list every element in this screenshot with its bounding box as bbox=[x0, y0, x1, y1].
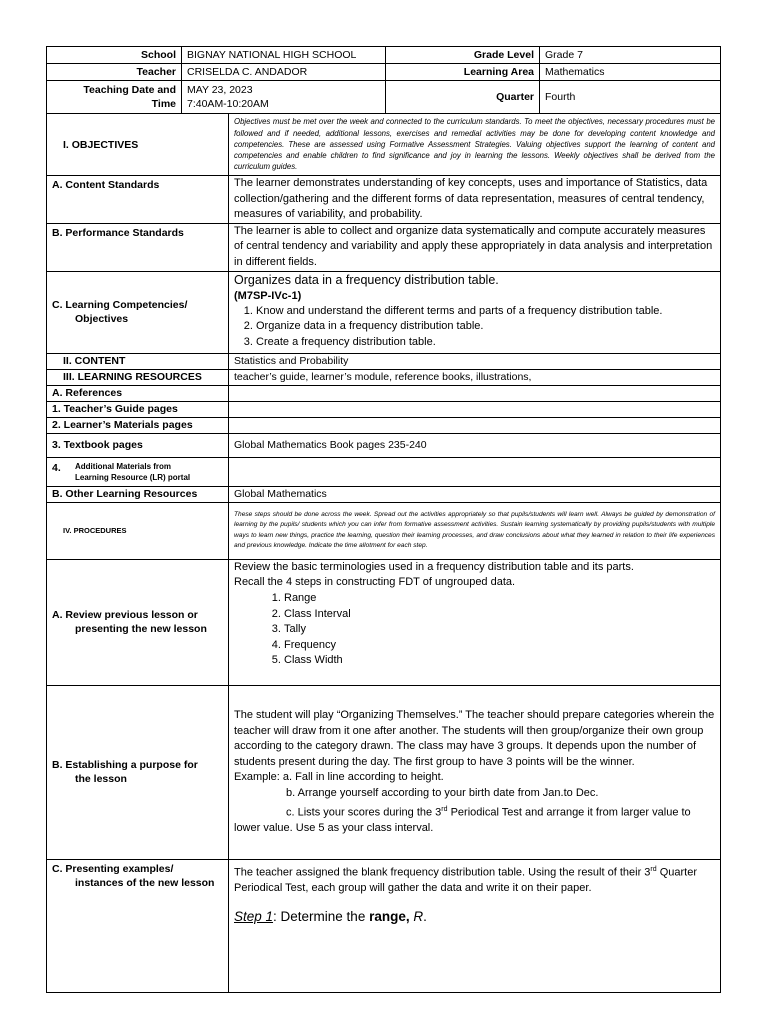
references-row bbox=[47, 385, 721, 401]
examples-label-line1: C. Presenting examples/ bbox=[52, 862, 174, 875]
procedures-row bbox=[47, 502, 721, 559]
objectives-row bbox=[47, 114, 721, 176]
procedures-label: IV. PROCEDURES bbox=[47, 502, 229, 559]
content-standards-text: The learner demonstrates understanding of key concepts, uses and importance of Statistics, data collection/gathering and the different forms of data representation, measures of central tendency, measures of variability, and probability. bbox=[229, 176, 721, 224]
competencies-row bbox=[47, 271, 721, 353]
review-steps-list bbox=[234, 591, 715, 669]
competency-item: 2. Organize data in a frequency distribution table. bbox=[256, 319, 715, 335]
additional-materials-label bbox=[47, 457, 229, 486]
quarter-value: Fourth bbox=[540, 81, 721, 114]
purpose-example-b: b. Arrange yourself according to your birth date from Jan.to Dec. bbox=[286, 787, 599, 800]
review-content bbox=[229, 559, 721, 685]
competencies-label bbox=[47, 271, 229, 353]
examples-row bbox=[47, 859, 721, 992]
teaching-time: 7:40AM-10:20AM bbox=[187, 98, 269, 110]
content-row bbox=[47, 353, 721, 369]
review-step-item: 1. Range bbox=[284, 591, 715, 607]
teaching-date-label-line2: Time bbox=[151, 98, 176, 110]
learning-resources-label: III. LEARNING RESOURCES bbox=[47, 369, 229, 385]
content-standards-row bbox=[47, 176, 721, 224]
learners-materials-label: 2. Learner’s Materials pages bbox=[47, 417, 229, 433]
additional-materials-label-line2: Learning Resource (LR) portal bbox=[75, 472, 191, 482]
school-label: School bbox=[47, 47, 182, 64]
review-line1: Review the basic terminologies used in a frequency distribution table and its parts. bbox=[234, 560, 634, 573]
additional-materials-number: 4. bbox=[52, 461, 61, 474]
review-label bbox=[47, 559, 229, 685]
competencies-list bbox=[234, 304, 715, 351]
examples-content bbox=[229, 859, 721, 992]
purpose-example-c: c. Lists your scores during the 3rd Periodical Test and arrange it from larger value to lower value. Use 5 as your class interval. bbox=[234, 805, 691, 834]
school-value: BIGNAY NATIONAL HIGH SCHOOL bbox=[182, 47, 386, 64]
review-step-item: 3. Tally bbox=[284, 622, 715, 638]
examples-text: The teacher assigned the blank frequency distribution table. Using the result of their 3rd Quarter Periodical Test, each group will gather the data and write it on their paper. bbox=[234, 865, 698, 895]
grade-level-value: Grade 7 bbox=[540, 47, 721, 64]
additional-materials-label-line1: Additional Materials from bbox=[75, 461, 172, 471]
purpose-content bbox=[229, 685, 721, 859]
content-text: Statistics and Probability bbox=[229, 353, 721, 369]
teaching-date-label-line1: Teaching Date and bbox=[83, 84, 176, 96]
header-table bbox=[46, 46, 721, 114]
other-resources-row bbox=[47, 486, 721, 502]
learning-area-value: Mathematics bbox=[540, 64, 721, 81]
competencies-label-line1: C. Learning Competencies/ bbox=[52, 299, 188, 312]
performance-standards-label: B. Performance Standards bbox=[47, 223, 229, 271]
competencies-code: (M7SP-IVc-1) bbox=[234, 289, 302, 302]
step-1-heading: Step 1: Determine the range, R. bbox=[234, 908, 427, 924]
teaching-date-value bbox=[182, 81, 386, 114]
objectives-note: Objectives must be met over the week and connected to the curriculum standards. To meet the objectives, necessary procedures must be followed and if needed, additional lessons, exercises and remedial activities may be done for developing content knowledge and competencies. These are assessed using Formative Assessment Strategies. Valuing objectives support the learning of content and competencies and enable children to find significance and joy in learning the lessons. Weekly objectives shall be derived from the curriculum guides. bbox=[229, 114, 721, 176]
learning-resources-row bbox=[47, 369, 721, 385]
review-label-line2: presenting the new lesson bbox=[75, 623, 207, 636]
examples-label bbox=[47, 859, 229, 992]
review-step-item: 2. Class Interval bbox=[284, 607, 715, 623]
teachers-guide-row bbox=[47, 401, 721, 417]
references-label: A. References bbox=[47, 385, 229, 401]
purpose-example-a: Example: a. Fall in line according to height. bbox=[234, 771, 444, 784]
objectives-label: I. OBJECTIVES bbox=[47, 114, 229, 176]
content-label: II. CONTENT bbox=[47, 353, 229, 369]
purpose-row bbox=[47, 685, 721, 859]
quarter-label: Quarter bbox=[386, 81, 540, 114]
teacher-label: Teacher bbox=[47, 64, 182, 81]
review-step-item: 4. Frequency bbox=[284, 638, 715, 654]
purpose-label bbox=[47, 685, 229, 859]
examples-label-line2: instances of the new lesson bbox=[75, 876, 215, 889]
lesson-plan-table bbox=[46, 113, 721, 993]
competency-item: 3. Create a frequency distribution table. bbox=[256, 335, 715, 351]
competencies-label-line2: Objectives bbox=[75, 313, 129, 326]
textbook-label: 3. Textbook pages bbox=[47, 433, 229, 457]
competencies-content bbox=[229, 271, 721, 353]
purpose-label-line2: the lesson bbox=[75, 773, 127, 786]
teaching-date-label bbox=[47, 81, 182, 114]
competencies-title: Organizes data in a frequency distribution table. bbox=[234, 272, 499, 287]
performance-standards-row bbox=[47, 223, 721, 271]
competency-item: 1. Know and understand the different terms and parts of a frequency distribution table. bbox=[256, 304, 715, 320]
purpose-paragraph: The student will play “Organizing Themselves.” The teacher should prepare categories wherein the teacher will draw from it one after another. The students will then group/organize their own group according to the category drawn. The class may have 3 groups. It depends upon the number of students present during the day. The first group to have 3 points will be the winner. bbox=[234, 709, 715, 768]
textbook-row bbox=[47, 433, 721, 457]
content-standards-label: A. Content Standards bbox=[47, 176, 229, 224]
review-row bbox=[47, 559, 721, 685]
review-line2: Recall the 4 steps in constructing FDT of ungrouped data. bbox=[234, 576, 516, 589]
other-resources-text: Global Mathematics bbox=[229, 486, 721, 502]
learning-area-label: Learning Area bbox=[386, 64, 540, 81]
additional-materials-row bbox=[47, 457, 721, 486]
teaching-date: MAY 23, 2023 bbox=[187, 84, 253, 96]
learners-materials-row bbox=[47, 417, 721, 433]
purpose-label-line1: B. Establishing a purpose for bbox=[52, 759, 198, 772]
teachers-guide-label: 1. Teacher’s Guide pages bbox=[47, 401, 229, 417]
textbook-text: Global Mathematics Book pages 235-240 bbox=[229, 433, 721, 457]
procedures-note: These steps should be done across the week. Spread out the activities appropriately so that pupils/students will learn well. Always be guided by demonstration of learning by the pupils/ students which you can infer from formative assessment activities. Sustain learning systematically by providing pupils/students with multiple ways to learn new things, practice the learning, question their learning processes, and draw conclusions about what they learned in relation to their life experiences and previous knowledge. Indicate the time allotment for each step. bbox=[229, 502, 721, 559]
teacher-value: CRISELDA C. ANDADOR bbox=[182, 64, 386, 81]
review-label-line1: A. Review previous lesson or bbox=[52, 609, 198, 622]
learning-resources-text: teacher’s guide, learner’s module, reference books, illustrations, bbox=[229, 369, 721, 385]
performance-standards-text: The learner is able to collect and organize data systematically and compute accurately measures of central tendency and variability and apply these appropriately in data analysis and interpretation in different fields. bbox=[229, 223, 721, 271]
grade-level-label: Grade Level bbox=[386, 47, 540, 64]
other-resources-label: B. Other Learning Resources bbox=[47, 486, 229, 502]
review-step-item: 5. Class Width bbox=[284, 653, 715, 669]
